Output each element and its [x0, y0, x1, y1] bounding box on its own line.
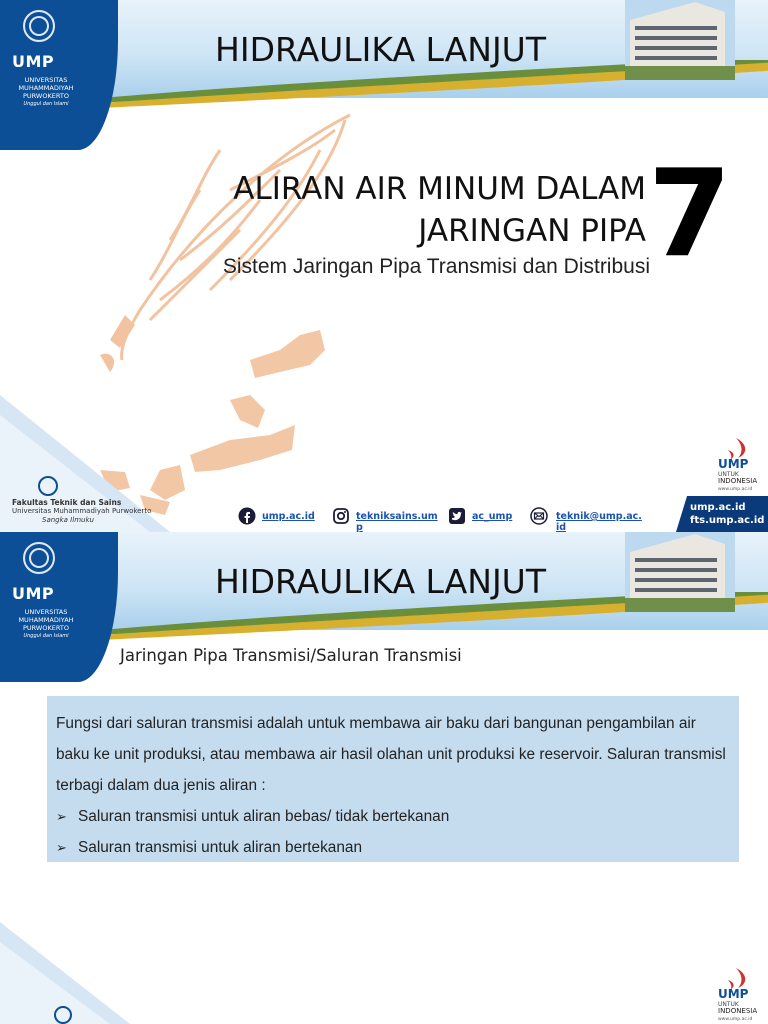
instagram-link[interactable]: tekniksains.um p — [356, 511, 438, 532]
university-seal-icon — [23, 542, 55, 574]
ump-indonesia-untuk: UNTUK — [718, 1001, 739, 1008]
chapter-number: 7 — [648, 145, 732, 284]
facebook-link[interactable]: ump.ac.id — [262, 511, 315, 522]
ump-indonesia-ump: UMP — [718, 987, 749, 1001]
ump-untuk-indonesia-logo — [714, 966, 766, 1024]
twitter-link[interactable]: ac_ump — [472, 511, 513, 522]
main-title: ALIRAN AIR MINUM DALAM JARINGAN PIPA — [233, 171, 646, 249]
header-title: HIDRAULIKA LANJUT — [215, 30, 546, 69]
faculty-seal-icon — [54, 1006, 72, 1024]
university-seal-icon — [23, 10, 55, 42]
section-heading: Jaringan Pipa Transmisi/Saluran Transmisi — [120, 646, 462, 665]
university-name: UNIVERSITAS MUHAMMADIYAH PURWOKERTO Unggul dan Islami — [18, 76, 74, 107]
university-name: UNIVERSITAS MUHAMMADIYAH PURWOKERTO Unggul dan Islami — [18, 608, 74, 639]
ump-indonesia-website: www.ump.ac.id — [718, 487, 753, 492]
ump-indonesia-website: www.ump.ac.id — [718, 1017, 753, 1022]
faculty-seal-icon — [38, 476, 58, 496]
logo-panel — [0, 0, 118, 150]
content-box — [47, 696, 739, 862]
bullet-item: ➢ Saluran transmisi untuk aliran bebas/ tidak bertekanan — [56, 801, 731, 832]
header-title: HIDRAULIKA LANJUT — [215, 562, 546, 601]
subtitle: Sistem Jaringan Pipa Transmisi dan Distribusi — [222, 255, 650, 278]
content-paragraph: Fungsi dari saluran transmisi adalah untuk membawa air baku dari bangunan pengambilan air baku ke unit produksi, atau membawa air hasil olahan unit produksi ke reservoir. Saluran transmisl terbagi dalam dua jenis aliran : — [56, 715, 726, 794]
bullet-item: ➢ Saluran transmisi untuk aliran bertekanan — [56, 832, 731, 863]
instagram-icon[interactable] — [332, 507, 350, 525]
footer-websites — [690, 501, 764, 527]
ump-logo-text: UMP — [12, 52, 55, 71]
facebook-icon[interactable] — [238, 507, 256, 525]
ump-indonesia-ump: UMP — [718, 457, 749, 471]
email-link[interactable]: teknik@ump.ac. id — [556, 511, 642, 532]
ump-indonesia-indonesia: INDONESIA — [718, 477, 758, 485]
ump-logo-text: UMP — [12, 584, 55, 603]
email-icon[interactable] — [530, 507, 548, 525]
ump-untuk-indonesia-logo — [714, 436, 766, 494]
logo-panel — [0, 532, 118, 682]
slide-2 — [0, 532, 768, 1024]
faculty-label: Fakultas Teknik dan Sains Universitas Muhammadiyah Purwokerto Sangka Ilmuku — [12, 498, 152, 524]
twitter-icon[interactable] — [448, 507, 466, 525]
site-link-1[interactable]: ump.ac.id — [690, 502, 746, 513]
ump-indonesia-untuk: UNTUK — [718, 471, 739, 478]
site-link-2[interactable]: fts.ump.ac.id — [690, 515, 765, 526]
ump-indonesia-indonesia: INDONESIA — [718, 1007, 758, 1015]
